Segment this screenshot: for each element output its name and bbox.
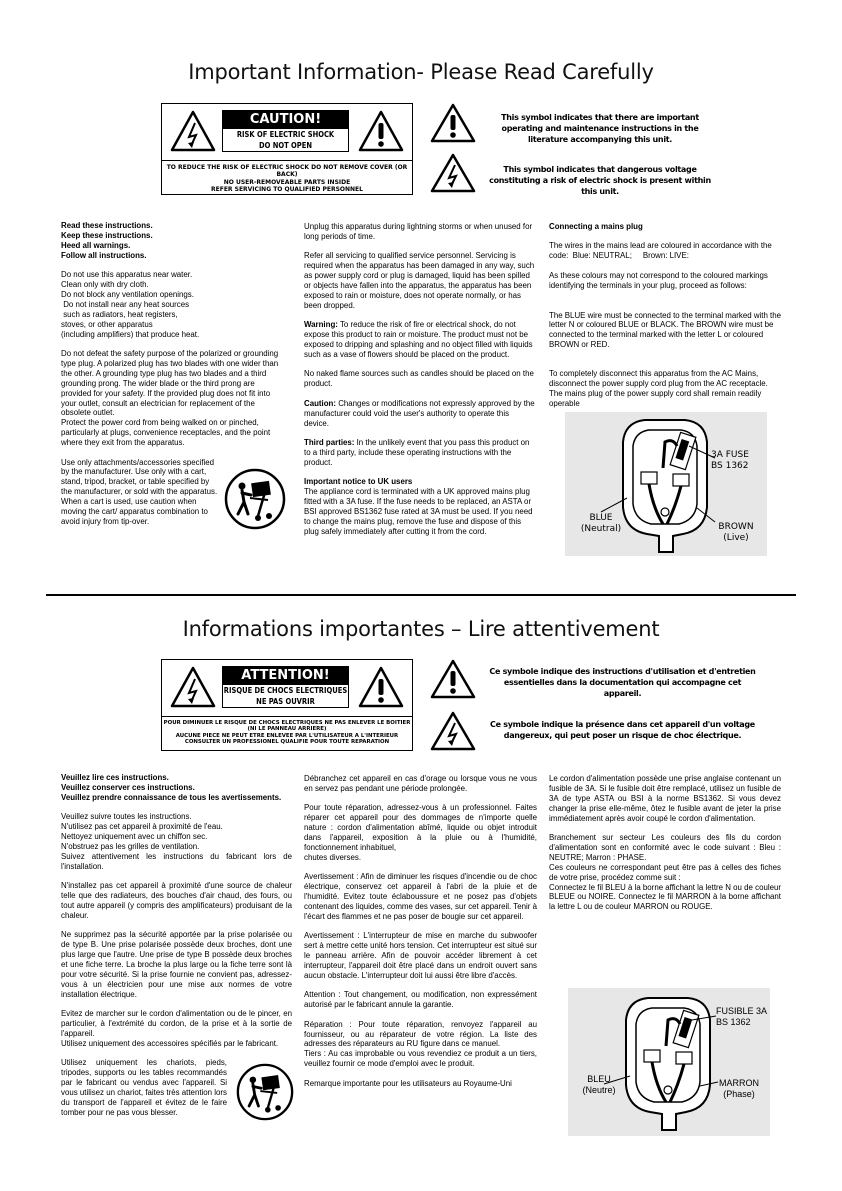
caution-footer-en <box>162 160 412 193</box>
fr-warning-text: Avertissement : Afin de diminuer les risques d'incendie ou de choc électrique, conservez cet appareil à l'abri de la pluie et de l'humidité. Evitez toute éclaboussure et ne posez pas d'objets contenant des liquides, comme des vases, sur cet appareil. Tenir à l'écart des flammes et ne pas poser de bougie sur cet appareil. <box>304 872 537 921</box>
en-wiring-text: The BLUE wire must be connected to the terminal marked with the letter N or coloured BLUE or BLACK. The BROWN wire must be connected to the terminal marked with the letter L or coloured BROWN or RED. <box>549 310 782 350</box>
en-text: stoves, or other apparatus <box>61 319 153 329</box>
exclamation-triangle-icon <box>430 659 476 699</box>
brown-label-line1: BROWN <box>718 522 754 532</box>
symbol1-text-en: This symbol indicates that there are important operating and maintenance instructions in the literature accompanying this unit. <box>501 113 699 144</box>
fr-fuse-text: Le cordon d'alimentation possède une prise anglaise contenant un fusible de 3A. Si le fusible doit être remplacé, utilisez un fusible de 3A de type ASTA ou BSI à la norme BS1362. Si vous devez changer la prise elle-même, ôtez le fusible avant de jeter la prise immédiatement après avoir coupé le cordon d'alimentation. <box>549 774 781 823</box>
caution-sub1: RISQUE DE CHOCS ELECTRIQUES <box>223 686 348 695</box>
plug-blue-label-en <box>573 513 629 535</box>
fuse-label-line1: FUSIBLE 3A <box>716 1006 768 1016</box>
caution-heading: CAUTION! <box>223 111 348 129</box>
fr-mains-text: Branchement sur secteur Les couleurs des fils du cordon d'alimentation sont en conformité avec le code suivant : Bleu : NEUTRE; Marron : PHASE. <box>549 833 781 862</box>
blue-label-line2: (Neutral) <box>580 524 622 534</box>
fr-text: N'obstruez pas les grilles de ventilation. <box>61 841 200 851</box>
en-power-cord-text: Protect the power cord from being walked on or pinched, particularly at plugs, convenience receptacles, and the point where they exit from the apparatus. <box>61 418 271 448</box>
fr-repair-text: Réparation : Pour toute réparation, renvoyez l'appareil au fournisseur, ou au réparateur de votre région. La liste des adresses des réparateurs au RU figure dans ce manuel. <box>304 1019 537 1049</box>
fr-colours-note-text: Ces couleurs ne correspondant peut être pas à celles des fiches de votre prise, procédez comme suit : <box>549 862 781 882</box>
caution-heading: ATTENTION! <box>223 667 348 685</box>
exclamation-warning-icon <box>358 666 404 708</box>
caution-foot-line1: POUR DIMINUER LE RISQUE DE CHOCS ELECTRIQUES NE PAS ENLEVER LE BOITIER <box>163 720 411 726</box>
fr-column-3 <box>549 774 781 922</box>
en-third-parties-text: In the unlikely event that you pass this product on to a third party, include these operating instructions with the product. <box>304 437 530 467</box>
fr-text: Nettoyez uniquement avec un chiffon sec. <box>61 832 208 842</box>
en-heading-keep: Keep these instructions. <box>61 230 153 240</box>
page-title-fr: Informations importantes – Lire attentivement <box>182 617 660 641</box>
en-column-3 <box>549 222 781 418</box>
exclamation-warning-icon <box>358 110 404 152</box>
caution-foot-line2: (NI LE PANNEAU ARRIERE) <box>247 726 327 733</box>
caution-foot-line1: TO REDUCE THE RISK OF ELECTRIC SHOCK DO NOT REMOVE COVER (OR BACK) <box>166 164 408 179</box>
cart-warning-icon <box>236 1063 294 1121</box>
fr-third-party-text: Tiers : Au cas improbable ou vous revendiez ce produit a un tiers, veuillez fournir ce mode d'emploi avec le produit. <box>304 1049 537 1069</box>
symbol2-text-en: This symbol indicates that dangerous voltage constituting a risk of electric shock is present within this unit. <box>489 165 711 196</box>
lightning-triangle-icon <box>430 711 476 751</box>
fr-power-cord-text: Evitez de marcher sur le cordon d'alimentation ou de le pincer, en particulier, à l'extrémité du cordon, de la prise et à la sortie de l'appareil. <box>61 1009 292 1038</box>
brown-label-line2: (Live) <box>723 533 749 543</box>
fr-heading-warnings: Veuillez prendre connaissance de tous les avertissements. <box>61 792 282 802</box>
fr-column-2 <box>304 774 537 1098</box>
fuse-label-line1: 3A FUSE <box>711 450 749 460</box>
plug-blue-label-fr <box>574 1074 624 1096</box>
section-divider <box>46 594 796 596</box>
en-uk-notice-text: The appliance cord is terminated with a UK approved mains plug fitted with a 3A fuse. If the fuse needs to be replaced, an ASTA or BSI approved BS1362 fuse rated at 3A must be used. If you need to change the mains plug, remove the fuse and dispose of this plug safely immediately after cutting it from the cord. <box>304 487 533 536</box>
en-warning-text: To reduce the risk of fire or electrical shock, do not expose this product to rain or moisture. The product must not be exposed to dripping and splashing and no object filled with liquids such as a vase of flowers should be placed on the product. <box>304 320 533 359</box>
caution-sub2: NE PAS OUVRIR <box>256 697 315 706</box>
en-mains-plug-heading: Connecting a mains plug <box>549 222 643 231</box>
lightning-warning-icon <box>170 666 216 708</box>
fr-switch-warning-text: Avertissement : L'interrupteur de mise en marche du subwoofer sert à mettre cette unité hors tension. Cet interrupteur est situé sur le panneau arrière. Afin de pouvoir accéder librement à cet interrupteur, l'appareil doit être placé dans un endroit ouvert sans aucun obstacle. L'interrupteur doit lui aussi être libre d'accès. <box>304 931 537 980</box>
caution-foot-line4: CONSULTER UN PROFESSIONEL QUALIFIE POUR TOUTE REPARATION <box>184 739 390 746</box>
en-warning-label: Warning: <box>304 320 338 330</box>
exclamation-triangle-icon <box>430 103 476 143</box>
fr-heat-source-text: N'installez pas cet appareil à proximité d'une source de chaleur telle que des radiateurs, des bouches d'air chaud, des fours, ou tout autre appareil (y compris des amplificateurs) produisant de la chaleur. <box>61 881 292 920</box>
fr-heading-read: Veuillez lire ces instructions. <box>61 773 169 782</box>
fr-text: Veuillez suivre toutes les instructions. <box>61 812 192 822</box>
en-flame-text: No naked flame sources such as candles should be placed on the product. <box>304 369 534 389</box>
lightning-triangle-icon <box>430 153 476 193</box>
en-text: Do not use this apparatus near water. <box>61 270 193 280</box>
en-third-parties-label: Third parties: <box>304 437 355 447</box>
fr-drops-text: chutes diverses. <box>304 852 362 862</box>
plug-fuse-label-fr <box>716 1006 767 1028</box>
plug-brown-label-en <box>709 522 763 544</box>
en-text: Do not block any ventilation openings. <box>61 289 194 299</box>
fr-text: N'utilisez pas cet appareil à proximité de l'eau. <box>61 822 223 832</box>
fr-attention-text: Attention : Tout changement, ou modification, non expressément autorisé par le fabricant annule la garantie. <box>304 990 537 1010</box>
en-heading-follow: Follow all instructions. <box>61 250 147 260</box>
en-heading-read: Read these instructions. <box>61 221 153 230</box>
fuse-label-line2: BS 1362 <box>711 461 749 471</box>
symbol1-text-fr: Ce symbole indique des instructions d'utilisation et d'entretien essentielles dans la documentation qui accompagne cet appareil. <box>489 667 756 698</box>
fr-text: Suivez attentivement les instructions du fabricant lors de l'installation. <box>61 851 292 871</box>
plug-fuse-label-en <box>711 450 749 472</box>
caution-sub2: DO NOT OPEN <box>259 141 312 150</box>
cart-warning-icon <box>224 468 286 530</box>
caution-foot-line3: REFER SERVICING TO QUALIFIED PERSONNEL <box>211 185 363 193</box>
caution-footer-fr <box>162 716 412 746</box>
en-uk-notice-heading: Important notice to UK users <box>304 477 413 487</box>
fr-accessories-text: Utilisez uniquement des accessoires spécifiés par le fabricant. <box>61 1038 279 1048</box>
blue-label-line1: BLUE <box>589 513 613 523</box>
fr-heading-keep: Veuillez conserver ces instructions. <box>61 782 195 792</box>
plug-diagram-fr <box>568 988 770 1136</box>
fr-wiring-text: Connectez le fil BLEU à la borne affichant la lettre N ou de couleur BLEUE ou NOIRE. Connectez le fil MARRON à la borne affichant la lettre L ou de couleur MARRON ou ROUGE. <box>549 882 781 912</box>
brown-label-line1: MARRON <box>719 1078 759 1088</box>
fr-cart-text: Utilisez uniquement les chariots, pieds, tripodes, supports ou les tables recommandés par le fabricant ou vendus avec l'appareil. Si vous utilisez un chariot, faites très attention lors du transport de l'appareil et évitez de le faire tomber pour ne pas vous blesser. <box>61 1058 227 1117</box>
blue-label-line1: BLEU <box>587 1074 611 1084</box>
caution-sub1: RISK OF ELECTRIC SHOCK <box>236 130 335 139</box>
brown-label-line2: (Phase) <box>723 1089 755 1099</box>
lightning-warning-icon <box>170 110 216 152</box>
en-cart-text: Use only attachments/accessories specified by the manufacturer. Use only with a cart, stand, tripod, bracket, or table specified by the manufacturer, or sold with the apparatus. When a cart is used, use caution when moving the cart/ apparatus combination to avoid injury from tip-over. <box>61 457 218 526</box>
symbol-row-lightning-fr <box>430 711 760 753</box>
caution-foot-line3: AUCUNE PIECE NE PEUT ETRE ENLEVEE PAR L'UTILISATEUR A L'INTERIEUR <box>175 732 399 739</box>
fr-servicing-text: Pour toute réparation, adressez-vous à un professionnel. Faites réparer cet appareil pour des dommages de n'importe quelle nature : cordon d'alimentation abîmé, liquide ou objet introduit dans l'appareil, exposition à la pluie ou à l'humidité, fonctionnement inhabituel, <box>304 803 537 852</box>
en-caution-text: Changes or modifications not expressly approved by the manufacturer could void the user's authority to operate this device. <box>304 398 535 428</box>
en-text: Do not install near any heat sources <box>61 299 190 309</box>
page-title-en: Important Information- Please Read Carefully <box>188 60 654 84</box>
caution-box-fr <box>161 659 413 751</box>
fr-unplug-text: Débranchez cet appareil en cas d'orage ou lorsque vous ne vous en servez pas pendant une période prolongée. <box>304 774 537 793</box>
plug-diagram-en <box>565 412 767 556</box>
fr-uk-notice-text: Remarque importante pour les utilisateurs au Royaume-Uni <box>304 1078 512 1088</box>
symbol2-text-fr: Ce symbole indique la présence dans cet appareil d'un voltage dangereux, qui peut poser un risque de choc électrique. <box>490 720 755 740</box>
en-caution-label: Caution: <box>304 398 336 408</box>
en-servicing-text: Refer all servicing to qualified service personnel. Servicing is required when the apparatus has been damaged in any way, such as power supply cord or plug is damaged, liquid has been spilled or objects have fallen into the apparatus, the apparatus has been exposed to rain or moisture, does not operate normally, or has been dropped. <box>304 251 535 310</box>
en-heading-heed: Heed all warnings. <box>61 240 131 250</box>
caution-foot-line2: NO USER-REMOVEABLE PARTS INSIDE <box>223 178 351 186</box>
en-unplug-text: Unplug this apparatus during lightning storms or when unused for long periods of time. <box>304 222 533 241</box>
symbol-row-exclamation-en <box>430 103 730 145</box>
en-column-2 <box>304 222 536 546</box>
en-polarized-plug-text: Do not defeat the safety purpose of the polarized or grounding type plug. A polarized plug has two blades with one wider than the other. A grounding type plug has two blades and a third grounding prong. The wider blade or the third prong are provided for your safety. If the provided plug does not fit into your outlet, consult an electrician for replacement of the obsolete outlet. <box>61 348 279 418</box>
symbol-row-lightning-en <box>430 153 730 195</box>
symbol-row-exclamation-fr <box>430 659 760 701</box>
fuse-label-line2: BS 1362 <box>716 1017 751 1027</box>
en-text: (including amplifiers) that produce heat. <box>61 329 200 339</box>
en-disconnect-text: To completely disconnect this apparatus from the AC Mains, disconnect the power supply cord plug from the AC receptacle. The mains plug of the power supply cord shall remain readily operable <box>549 369 768 408</box>
en-colours-note-text: As these colours may not correspond to the coloured markings identifying the terminals in your plug, proceed as follows: <box>549 270 768 290</box>
en-text: such as radiators, heat registers, <box>61 309 178 319</box>
plug-brown-label-fr <box>714 1078 764 1100</box>
fr-polarized-plug-text: Ne supprimez pas la sécurité apportée par la prise polarisée ou de type B. Une prise polarisée possède deux broches, dont une plus large que l'autre. Une prise de type B possède deux broches et une fiche terre. La broche la plus large ou la fiche terre sont là pour votre sécurité. Si la prise fournie ne convient pas, adressez-vous à un électricien pour une mise aux normes de votre installation électrique. <box>61 930 292 999</box>
blue-label-line2: (Neutre) <box>582 1085 616 1095</box>
caution-label-en <box>222 110 349 152</box>
caution-label-fr <box>222 666 349 708</box>
en-text: Clean only with dry cloth. <box>61 280 149 290</box>
en-wire-colours-text: The wires in the mains lead are coloured in accordance with the code: Blue: NEUTRAL; Brown: LIVE: <box>549 241 775 261</box>
caution-box-en <box>161 103 413 195</box>
